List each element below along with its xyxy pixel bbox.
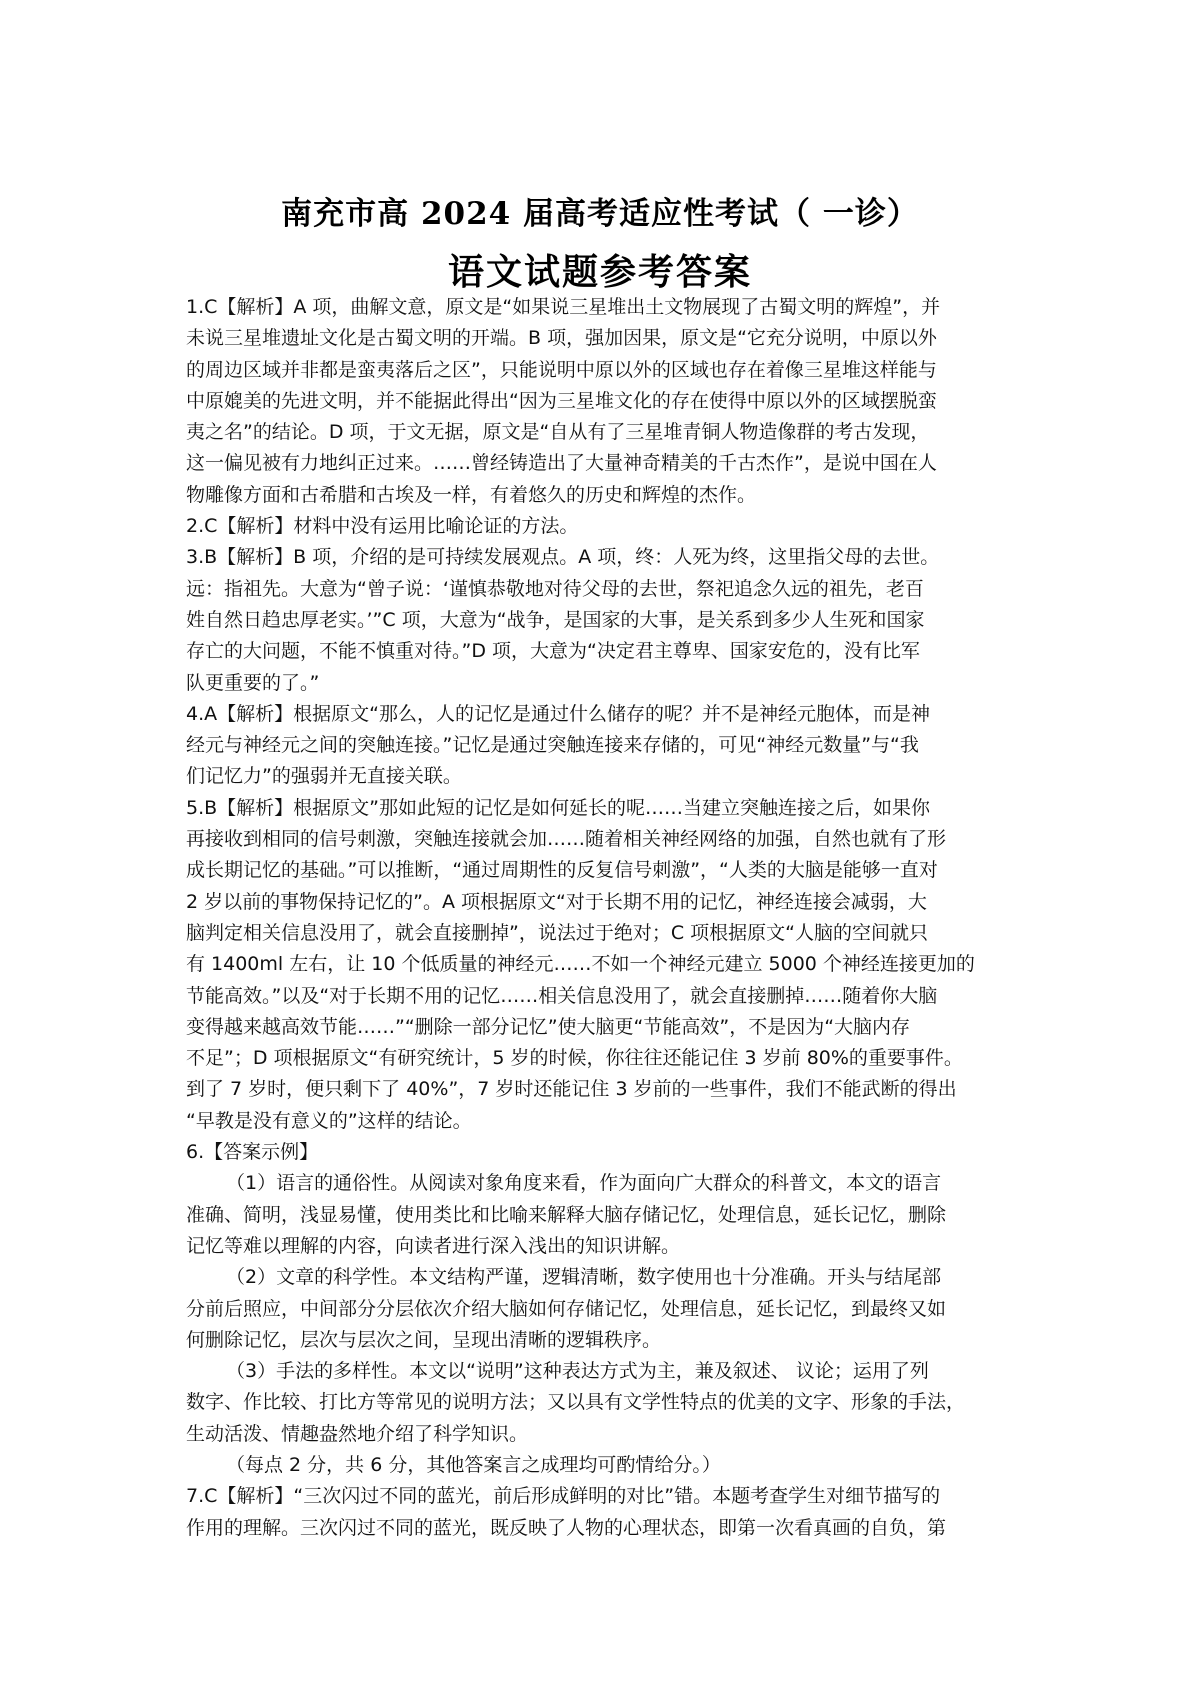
text-line: 未说三星堆遗址文化是古蜀文明的开端。B 项，强加因果，原文是“它充分说明，中原以外 (186, 327, 937, 350)
text-line: 的周边区域并非都是蛮夷落后之区”，只能说明中原以外的区域也存在着像三星堆这样能与 (186, 358, 937, 381)
text-line: 何删除记忆，层次与层次之间，呈现出清晰的逻辑秩序。 (186, 1328, 662, 1351)
text-line: 夷之名”的结论。D 项，于文无据，原文是“自从有了三星堆青铜人物造像群的考古发现， (186, 421, 930, 444)
text-line: 脑判定相关信息没用了，就会直接删掉”，说法过于绝对；C 项根据原文“人脑的空间就只 (186, 921, 928, 944)
text-line: 队更重要的了。” (186, 671, 320, 694)
text-line: 经元与神经元之间的突触连接。”记忆是通过突触连接来存储的，可见“神经元数量”与“我 (186, 734, 919, 757)
text-line: 1.C【解析】A 项，曲解文意，原文是“如果说三星堆出土文物展现了古蜀文明的辉煌”，并 (186, 296, 941, 318)
answer-body (186, 292, 1022, 1544)
text-line: 7.C【解析】“三次闪过不同的蓝光，前后形成鲜明的对比”错。本题考查学生对细节描写的 (186, 1485, 941, 1508)
text-line: 节能高效。”以及“对于长期不用的记忆……相关信息没用了，就会直接删掉……随着你大脑 (186, 984, 938, 1007)
text-line: 2.C【解析】材料中没有运用比喻论证的方法。 (186, 515, 579, 538)
document-subtitle: 语文试题参考答案 (447, 251, 752, 293)
text-line: （2）文章的科学性。本文结构严谨，逻辑清晰，数字使用也十分准确。开头与结尾部 (226, 1266, 942, 1289)
text-line: 准确、简明，浅显易懂，使用类比和比喻来解释大脑存储记忆，处理信息，延长记忆，删除 (186, 1203, 947, 1226)
text-line: “早教是没有意义的”这样的结论。 (186, 1109, 472, 1132)
text-line: （每点 2 分，共 6 分，其他答案言之成理均可酌情给分。） (226, 1453, 721, 1476)
text-line: 不足”；D 项根据原文“有研究统计，5 岁的时候，你往往还能记住 3 岁前 80%的重要事件。 (186, 1047, 963, 1070)
text-line: 远：指祖先。大意为“曾子说：‘谨慎恭敬地对待父母的去世，祭祀追念久远的祖先，老百 (186, 577, 924, 600)
text-line: 数字、作比较、打比方等常见的说明方法；又以具有文学性特点的优美的文字、形象的手法， (186, 1391, 966, 1414)
text-line: 中原媲美的先进文明，并不能据此得出“因为三星堆文化的存在使得中原以外的区域摆脱蛮 (186, 389, 937, 412)
text-line: 生动活泼、情趣盎然地介绍了科学知识。 (186, 1422, 529, 1445)
text-line: 姓自然日趋忠厚老实。’”C 项，大意为“战争，是国家的大事，是关系到多少人生死和国家 (186, 608, 925, 631)
text-line: 3.B【解析】B 项，介绍的是可持续发展观点。A 项，终：人死为终，这里指父母的去世。 (186, 546, 940, 569)
text-line: 物雕像方面和古希腊和古埃及一样，有着悠久的历史和辉煌的杰作。 (186, 483, 757, 506)
text-line: 4.A【解析】根据原文“那么，人的记忆是通过什么储存的呢？并不是神经元胞体，而是神 (186, 702, 930, 725)
exam-title: 南充市高 2024 届高考适应性考试（ 一诊） (281, 196, 919, 232)
text-line: 变得越来越高效节能……”“删除一部分记忆”使大脑更“节能高效”，不是因为“大脑内存 (186, 1015, 911, 1038)
text-line: 存亡的大问题，不能不慎重对待。”D 项，大意为“决定君主尊卑、国家安危的，没有比军 (186, 640, 920, 663)
text-line: （3）手法的多样性。本文以“说明”这种表达方式为主，兼及叙述、 议论；运用了列 (226, 1360, 929, 1383)
text-line: 5.B【解析】根据原文”那如此短的记忆是如何延长的呢……当建立突触连接之后，如果你 (186, 796, 931, 819)
text-line: （1）语言的通俗性。从阅读对象角度来看，作为面向广大群众的科普文，本文的语言 (226, 1172, 942, 1195)
text-line: 2 岁以前的事物保持记忆的”。A 项根据原文“对于长期不用的记忆，神经连接会减弱，大 (186, 890, 927, 913)
text-line: 再接收到相同的信号刺激，突触连接就会加……随着相关神经网络的加强，自然也就有了形 (186, 828, 947, 851)
text-line: 们记忆力”的强弱并无直接关联。 (186, 765, 462, 788)
text-line: 作用的理解。三次闪过不同的蓝光，既反映了人物的心理状态，即第一次看真画的自负，第 (186, 1516, 947, 1539)
text-line: 成长期记忆的基础。”可以推断，“通过周期性的反复信号刺激”，“人类的大脑是能够一直对 (186, 859, 938, 882)
text-line: 到了 7 岁时，便只剩下了 40%”，7 岁时还能记住 3 岁前的一些事件，我们不能武断的得出 (186, 1078, 957, 1101)
text-line: 6.【答案示例】 (186, 1141, 319, 1164)
text-line: 这一偏见被有力地纠正过来。……曾经铸造出了大量神奇精美的千古杰作”，是说中国在人 (186, 452, 937, 475)
text-line: 记忆等难以理解的内容，向读者进行深入浅出的知识讲解。 (186, 1234, 681, 1257)
text-line: 有 1400ml 左右，让 10 个低质量的神经元……不如一个神经元建立 5000 个神经连接更加的 (186, 953, 975, 976)
text-line: 分前后照应，中间部分分层依次介绍大脑如何存储记忆，处理信息，延长记忆，到最终又如 (186, 1297, 947, 1320)
